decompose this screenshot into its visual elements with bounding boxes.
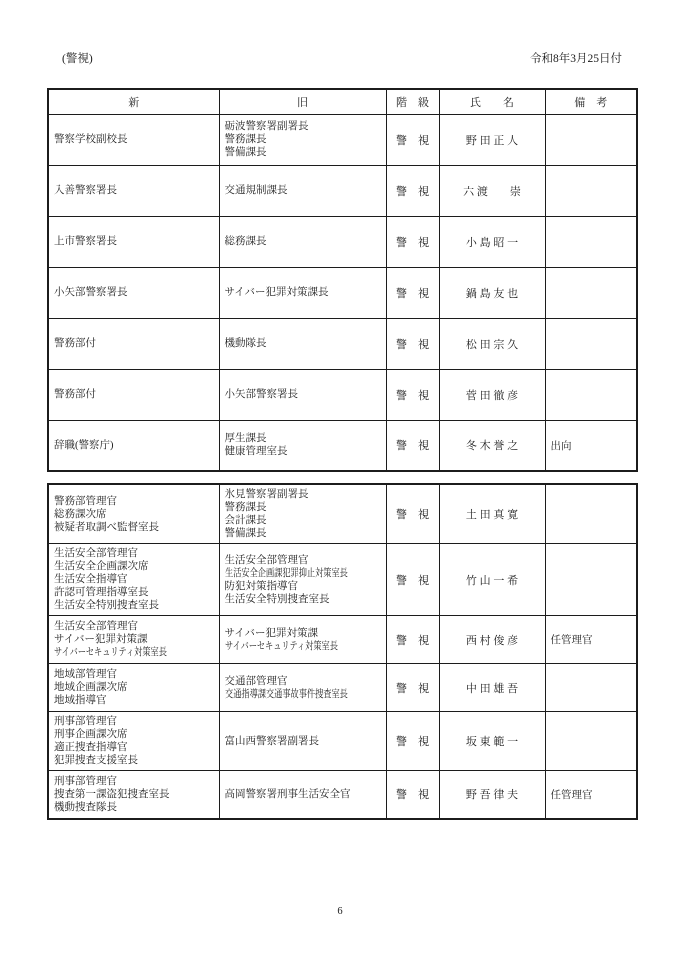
table-row — [48, 484, 637, 544]
cell-rank: 警 視 — [386, 267, 439, 318]
cell-new-position — [48, 165, 219, 216]
cell-rank: 警 視 — [386, 544, 439, 616]
position-title-line: 警務課長 — [224, 134, 267, 145]
cell-old-position — [219, 771, 386, 819]
position-title-line: サイバー犯罪対策課 — [54, 634, 148, 645]
position-title-line: 会計課長 — [224, 515, 267, 526]
position-title-line: 総務課長 — [224, 236, 267, 247]
cell-rank: 警 視 — [386, 216, 439, 267]
cell-rank: 警 視 — [386, 420, 439, 471]
position-title-line: 機動隊長 — [224, 338, 267, 349]
cell-remarks — [545, 484, 637, 544]
cell-name: 菅 田 徹 彦 — [439, 369, 545, 420]
cell-remarks — [545, 544, 637, 616]
position-title-line: 生活安全部管理官 — [54, 621, 138, 632]
position-title-line: 犯罪捜査支援室長 — [54, 755, 138, 766]
cell-name: 中 田 雄 吾 — [439, 664, 545, 712]
table-row — [48, 369, 637, 420]
cell-name: 竹 山 一 希 — [439, 544, 545, 616]
position-title-line: 警察学校副校長 — [54, 134, 128, 145]
cell-old-position — [219, 664, 386, 712]
cell-old-position — [219, 216, 386, 267]
position-title-line: サイバーセキュリティ対策室長 — [54, 647, 167, 658]
column-header-old: 旧 — [219, 89, 386, 114]
cell-name: 野 吾 律 夫 — [439, 771, 545, 819]
position-title-line: 厚生課長 — [224, 433, 267, 445]
cell-remarks — [545, 369, 637, 420]
position-title-line: 警務部付 — [54, 338, 96, 349]
position-title-line: 警務部管理官 — [54, 495, 117, 507]
position-title-line: 生活安全企画課犯罪抑止対策室長 — [224, 567, 348, 579]
cell-new-position — [48, 664, 219, 712]
cell-name: 鍋 島 友 也 — [439, 267, 545, 318]
position-title-line: 警備課長 — [224, 528, 267, 539]
table-row — [48, 664, 637, 712]
cell-rank: 警 視 — [386, 165, 439, 216]
cell-remarks: 任管理官 — [545, 771, 637, 819]
cell-rank: 警 視 — [386, 664, 439, 712]
cell-remarks — [545, 318, 637, 369]
cell-name: 小 島 昭 一 — [439, 216, 545, 267]
cell-new-position — [48, 318, 219, 369]
table-row — [48, 712, 637, 771]
position-title-line: 警備課長 — [224, 147, 267, 158]
table-row — [48, 544, 637, 616]
cell-name: 西 村 俊 彦 — [439, 616, 545, 664]
cell-new-position — [48, 216, 219, 267]
position-title-line: 総務課次席 — [54, 508, 107, 520]
cell-name: 冬 木 誉 之 — [439, 420, 545, 471]
position-title-line: 交通規制課長 — [224, 185, 288, 196]
position-title-line: 機動捜査隊長 — [54, 801, 117, 813]
cell-remarks — [545, 267, 637, 318]
position-title-line: 刑事企画課次席 — [54, 729, 128, 740]
column-header-remarks: 備 考 — [545, 89, 637, 114]
cell-rank: 警 視 — [386, 114, 439, 165]
cell-remarks: 出向 — [545, 420, 637, 471]
cell-rank: 警 視 — [386, 616, 439, 664]
position-title-line: サイバーセキュリティ対策室長 — [224, 640, 338, 652]
position-title-line: 辞職(警察庁) — [54, 439, 114, 451]
cell-name: 松 田 宗 久 — [439, 318, 545, 369]
cell-old-position — [219, 484, 386, 544]
table-row — [48, 318, 637, 369]
cell-rank: 警 視 — [386, 318, 439, 369]
position-title-line: 許認可管理指導室長 — [54, 587, 149, 598]
cell-new-position — [48, 544, 219, 616]
cell-old-position — [219, 420, 386, 471]
cell-remarks — [545, 165, 637, 216]
position-title-line: 健康管理室長 — [224, 446, 288, 458]
position-title-line: 地域企画課次席 — [54, 682, 128, 693]
position-title-line: 地域部管理官 — [54, 669, 117, 680]
position-title-line: 交通指導課交通事故事件捜査室長 — [224, 688, 348, 700]
position-title-line: 防犯対策指導官 — [224, 580, 298, 592]
column-header-name: 氏 名 — [439, 89, 545, 114]
document-header — [62, 50, 622, 66]
cell-old-position — [219, 318, 386, 369]
cell-old-position — [219, 369, 386, 420]
cell-name: 坂 東 範 一 — [439, 712, 545, 771]
cell-new-position — [48, 420, 219, 471]
column-header-rank: 階 級 — [386, 89, 439, 114]
table-header-row — [48, 89, 637, 114]
cell-remarks — [545, 216, 637, 267]
position-title-line: 小矢部警察署長 — [54, 287, 128, 298]
cell-rank: 警 視 — [386, 712, 439, 771]
table-row — [48, 165, 637, 216]
cell-remarks — [545, 114, 637, 165]
cell-remarks — [545, 664, 637, 712]
position-title-line: 入善警察署長 — [54, 185, 117, 196]
position-title-line: 富山西警察署副署長 — [224, 735, 319, 747]
cell-rank: 警 視 — [386, 484, 439, 544]
column-header-new: 新 — [48, 89, 219, 114]
position-title-line: 適正捜査指導官 — [54, 742, 128, 753]
page-number: 6 — [337, 906, 343, 917]
position-title-line: 被疑者取調べ監督室長 — [54, 521, 159, 533]
position-title-line: 捜査第一課盗犯捜査室長 — [54, 788, 170, 800]
position-title-line: 氷見警察署副署長 — [224, 489, 309, 500]
table-row — [48, 267, 637, 318]
cell-old-position — [219, 267, 386, 318]
personnel-table-lower — [47, 483, 638, 820]
position-title-line: 警務課長 — [224, 502, 267, 513]
personnel-table-upper — [47, 88, 638, 472]
cell-new-position — [48, 369, 219, 420]
position-title-line: 交通部管理官 — [224, 675, 288, 687]
table-row — [48, 616, 637, 664]
table-row — [48, 114, 637, 165]
cell-name: 六 渡 崇 — [439, 165, 545, 216]
classification-label: (警視) — [62, 53, 93, 65]
cell-old-position — [219, 712, 386, 771]
table-row — [48, 216, 637, 267]
position-title-line: 生活安全指導官 — [54, 574, 128, 585]
position-title-line: 刑事部管理官 — [54, 775, 117, 787]
cell-new-position — [48, 771, 219, 819]
cell-remarks: 任管理官 — [545, 616, 637, 664]
cell-old-position — [219, 616, 386, 664]
position-title-line: 砺波警察署副署長 — [224, 121, 309, 132]
position-title-line: サイバー犯罪対策課 — [224, 627, 319, 639]
cell-new-position — [48, 484, 219, 544]
position-title-line: 地域指導官 — [54, 695, 107, 706]
cell-new-position — [48, 114, 219, 165]
cell-name: 土 田 真 寛 — [439, 484, 545, 544]
cell-old-position — [219, 544, 386, 616]
position-title-line: 上市警察署長 — [54, 236, 117, 247]
cell-old-position — [219, 165, 386, 216]
cell-new-position — [48, 712, 219, 771]
position-title-line: サイバー犯罪対策課長 — [224, 287, 329, 298]
position-title-line: 刑事部管理官 — [54, 716, 117, 727]
cell-new-position — [48, 267, 219, 318]
cell-rank: 警 視 — [386, 369, 439, 420]
table-row — [48, 771, 637, 819]
cell-name: 野 田 正 人 — [439, 114, 545, 165]
cell-new-position — [48, 616, 219, 664]
cell-rank: 警 視 — [386, 771, 439, 819]
position-title-line: 小矢部警察署長 — [224, 389, 298, 400]
position-title-line: 生活安全部管理官 — [54, 548, 138, 559]
position-title-line: 高岡警察署刑事生活安全官 — [224, 788, 351, 800]
effective-date-label: 令和8年3月25日付 — [530, 53, 622, 65]
cell-remarks — [545, 712, 637, 771]
position-title-line: 生活安全特別捜査室長 — [54, 600, 159, 611]
position-title-line: 警務部付 — [54, 389, 96, 400]
position-title-line: 生活安全部管理官 — [224, 554, 309, 566]
position-title-line: 生活安全企画課次席 — [54, 561, 149, 572]
position-title-line: 生活安全特別捜査室長 — [224, 593, 330, 605]
table-row — [48, 420, 637, 471]
cell-old-position — [219, 114, 386, 165]
